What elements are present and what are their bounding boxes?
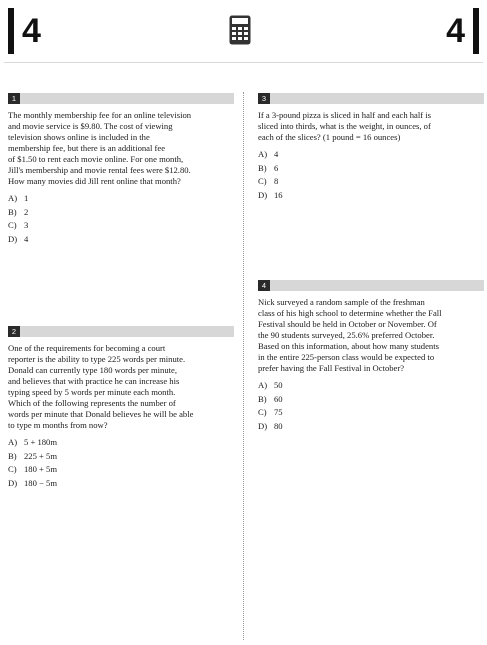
question-1-stem: [8, 110, 234, 187]
choice-text: 1: [24, 193, 29, 203]
choice-text: 75: [274, 407, 283, 418]
stem-line: the 90 students surveyed, 25.6% preferred October.: [258, 330, 435, 340]
question-4-header: [258, 280, 484, 291]
choice-letter: C): [258, 176, 267, 187]
choice-text: 2: [24, 206, 29, 217]
question-2-number: 2: [8, 326, 20, 337]
question-1-header: [8, 93, 234, 104]
stem-line: each of the slices? (1 pound = 16 ounces): [258, 132, 401, 142]
choice-text: 225 + 5m: [24, 450, 58, 461]
stem-line: reporter is the ability to type 225 words per minute.: [8, 354, 186, 364]
choice-letter: B): [258, 393, 267, 404]
header-rule: [4, 62, 483, 63]
answer-choice-c[interactable]: [8, 463, 234, 477]
choice-letter: A): [258, 380, 268, 390]
answer-choice-d[interactable]: [8, 477, 234, 491]
choice-text: 4: [274, 149, 279, 159]
choice-letter: C): [8, 464, 17, 475]
choice-text: 180 − 5m: [24, 477, 58, 488]
choice-text: 80: [274, 420, 283, 431]
question-4-number: 4: [258, 280, 270, 291]
choice-text: 8: [274, 176, 279, 187]
stem-line: prefer having the Fall Festival in October?: [258, 363, 405, 373]
stem-line: and movie service is $9.80. The cost of viewing: [8, 121, 173, 131]
section-number-right: [446, 8, 479, 54]
stem-line: Donald can currently type 180 words per minute,: [8, 365, 177, 375]
choice-letter: D): [258, 189, 268, 200]
stem-line: Festival should be held in October or November. Of: [258, 319, 437, 329]
stem-line: membership fee, but there is an additional fee: [8, 143, 166, 153]
choice-text: 6: [274, 162, 279, 173]
section-number-left: [8, 8, 41, 54]
answer-choice-b[interactable]: [8, 206, 234, 220]
answer-choice-c[interactable]: [258, 175, 484, 189]
stem-line: If a 3-pound pizza is sliced in half and each half is: [258, 110, 432, 120]
choice-letter: B): [258, 162, 267, 173]
answer-choice-b[interactable]: [8, 450, 234, 464]
answer-choice-a[interactable]: [8, 192, 234, 206]
answer-choice-b[interactable]: [258, 162, 484, 176]
choice-text: 50: [274, 380, 283, 390]
stem-line: Based on this information, about how many students: [258, 341, 439, 351]
question-1: [8, 93, 234, 246]
choice-letter: B): [8, 206, 17, 217]
choice-text: 16: [274, 189, 283, 200]
section-bar-left: [8, 8, 14, 54]
choice-letter: C): [258, 407, 267, 418]
answer-choice-a[interactable]: [258, 148, 484, 162]
stem-line: television shows online is included in the: [8, 132, 150, 142]
stem-line: words per minute that Donald believes he will be able: [8, 409, 194, 419]
choice-letter: A): [8, 193, 18, 203]
answer-choice-d[interactable]: [8, 233, 234, 247]
stem-line: in the entire 225-person class would be expected to: [258, 352, 435, 362]
question-1-number: 1: [8, 93, 20, 104]
choice-letter: D): [258, 420, 268, 431]
question-3-header: [258, 93, 484, 104]
stem-line: and believes that with practice he can increase his: [8, 376, 180, 386]
question-3-stem: [258, 110, 484, 143]
choice-letter: D): [8, 477, 18, 488]
choice-letter: D): [8, 233, 18, 244]
stem-line: Which of the following represents the number of: [8, 398, 176, 408]
stem-line: typing speed by 5 words per minute each month.: [8, 387, 176, 397]
choice-letter: A): [8, 437, 18, 447]
section-number-left-text: 4: [22, 12, 41, 50]
question-2: [8, 326, 234, 490]
choice-letter: C): [8, 220, 17, 231]
stem-line: Nick surveyed a random sample of the freshman: [258, 297, 425, 307]
question-2-header: [8, 326, 234, 337]
question-3-choices: [258, 148, 484, 202]
answer-choice-c[interactable]: [258, 406, 484, 420]
section-header: [0, 0, 487, 62]
answer-choice-a[interactable]: [258, 379, 484, 393]
answer-choice-b[interactable]: [258, 393, 484, 407]
stem-line: The monthly membership fee for an online television: [8, 110, 192, 120]
stem-line: How many movies did Jill rent online that month?: [8, 176, 181, 186]
stem-line: to type m months from now?: [8, 420, 108, 430]
choice-letter: B): [8, 450, 17, 461]
choice-text: 5 + 180m: [24, 437, 58, 447]
choice-letter: A): [258, 149, 268, 159]
choice-text: 60: [274, 393, 283, 404]
answer-choice-a[interactable]: [8, 436, 234, 450]
stem-line: sliced into thirds, what is the weight, in ounces, of: [258, 121, 431, 131]
stem-line: One of the requirements for becoming a court: [8, 343, 166, 353]
column-divider: [243, 92, 244, 640]
answer-choice-c[interactable]: [8, 219, 234, 233]
section-bar-right: [473, 8, 479, 54]
question-3: [258, 93, 484, 202]
calculator-icon: [229, 15, 251, 45]
choice-text: 180 + 5m: [24, 464, 58, 475]
question-2-stem: [8, 343, 234, 431]
choice-text: 4: [24, 233, 29, 244]
question-4: [258, 280, 484, 433]
question-3-number: 3: [258, 93, 270, 104]
question-2-choices: [8, 436, 234, 490]
stem-line: class of his high school to determine whether the Fall: [258, 308, 442, 318]
answer-choice-d[interactable]: [258, 420, 484, 434]
question-4-choices: [258, 379, 484, 433]
answer-choice-d[interactable]: [258, 189, 484, 203]
question-4-stem: [258, 297, 484, 374]
section-number-right-text: 4: [446, 12, 465, 50]
choice-text: 3: [24, 220, 29, 231]
stem-line: Jill's membership and movie rental fees were $12.80.: [8, 165, 191, 175]
stem-line: of $1.50 to rent each movie online. For one month,: [8, 154, 184, 164]
question-1-choices: [8, 192, 234, 246]
